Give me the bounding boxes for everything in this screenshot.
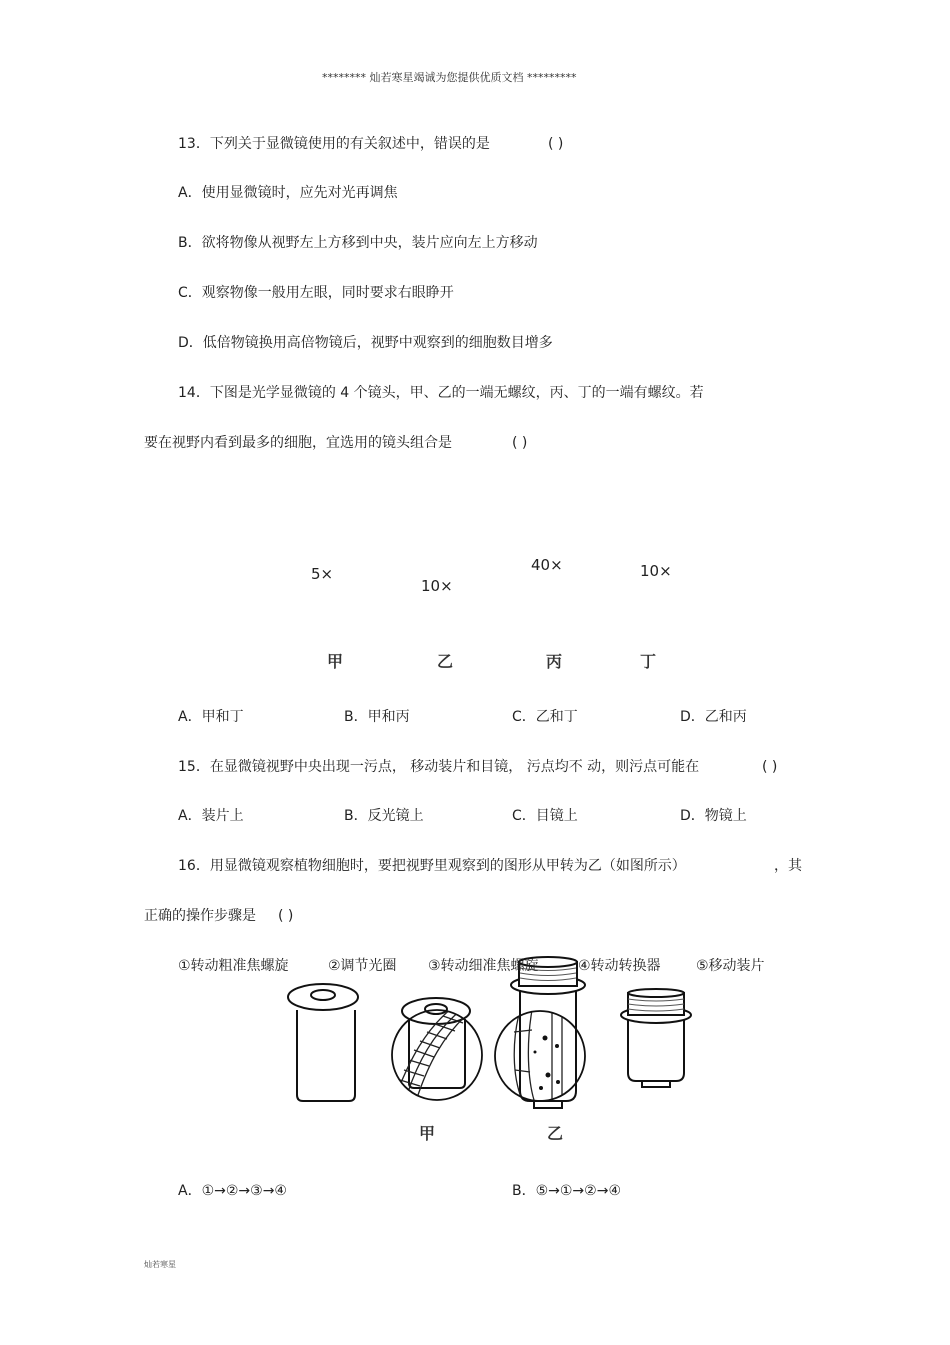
lens-yi-mag: 10×	[421, 577, 453, 595]
lens-bing-mag: 40×	[531, 556, 563, 574]
lens-jia-mag: 5×	[311, 565, 334, 583]
q15-answer-paren: ( )	[762, 759, 778, 775]
q16-stem-line2: 正确的操作步骤是	[144, 908, 256, 924]
q15-option-c: C．目镜上	[512, 808, 578, 824]
lens-jia-label: 甲	[327, 652, 344, 671]
q13-answer-paren: ( )	[548, 136, 564, 152]
lens-figure	[0, 475, 950, 675]
q15-stem: 15．在显微镜视野中央出现一污点， 移动装片和目镜， 污点均不 动，则污点可能在	[178, 759, 700, 775]
lens-ding-label: 丁	[640, 652, 657, 671]
q16-option-b: B．⑤→①→②→④	[512, 1183, 621, 1199]
view-jia	[392, 1008, 485, 1100]
view-yi	[495, 1010, 585, 1101]
q16-answer-paren: ( )	[278, 908, 294, 924]
q16-stem-line1: 16．用显微镜观察植物细胞时，要把视野里观察到的图形从甲转为乙（如图所示）	[178, 858, 686, 874]
page-footer: 灿若寒星	[144, 1260, 176, 1269]
q14-option-b: B．甲和丙	[344, 709, 410, 725]
q14-stem-line1: 14．下图是光学显微镜的 4 个镜头，甲、乙的一端无螺纹，丙、丁的一端有螺纹。若	[178, 385, 704, 401]
q13-option-c: C．观察物像一般用左眼，同时要求右眼睁开	[178, 285, 454, 301]
q16-option-a: A．①→②→③→④	[178, 1183, 287, 1199]
q16-stem-line1-tail: ，其	[774, 858, 802, 874]
page-header: ******** 灿若寒星竭诚为您提供优质文档 *********	[322, 71, 577, 84]
q15-option-d: D．物镜上	[680, 808, 747, 824]
lens-ding-mag: 10×	[640, 562, 672, 580]
q14-option-a: A．甲和丁	[178, 709, 244, 725]
q16-step-3: ③转动细准焦螺旋	[428, 958, 539, 974]
q15-option-a: A．装片上	[178, 808, 244, 824]
q16-step-1: ①转动粗准焦螺旋	[178, 958, 289, 974]
q16-step-5: ⑤移动装片	[696, 958, 765, 974]
cell-views-figure	[0, 1000, 950, 1120]
q13-option-b: B．欲将物像从视野左上方移到中央，装片应向左上方移动	[178, 235, 538, 251]
q14-option-d: D．乙和丙	[680, 709, 747, 725]
q14-answer-paren: ( )	[512, 435, 528, 451]
view-yi-label: 乙	[547, 1124, 564, 1143]
q16-step-2: ②调节光圈	[328, 958, 397, 974]
lens-bing-label: 丙	[546, 652, 563, 671]
q16-step-4: ④转动转换器	[578, 958, 661, 974]
q13-stem: 13．下列关于显微镜使用的有关叙述中，错误的是	[178, 136, 490, 152]
lens-yi-label: 乙	[437, 652, 454, 671]
q14-option-c: C．乙和丁	[512, 709, 578, 725]
q13-option-a: A．使用显微镜时，应先对光再调焦	[178, 185, 398, 201]
q13-option-d: D．低倍物镜换用高倍物镜后，视野中观察到的细胞数目增多	[178, 335, 553, 351]
q15-option-b: B．反光镜上	[344, 808, 424, 824]
view-jia-label: 甲	[419, 1124, 436, 1143]
q14-stem-line2: 要在视野内看到最多的细胞，宜选用的镜头组合是	[144, 435, 452, 451]
